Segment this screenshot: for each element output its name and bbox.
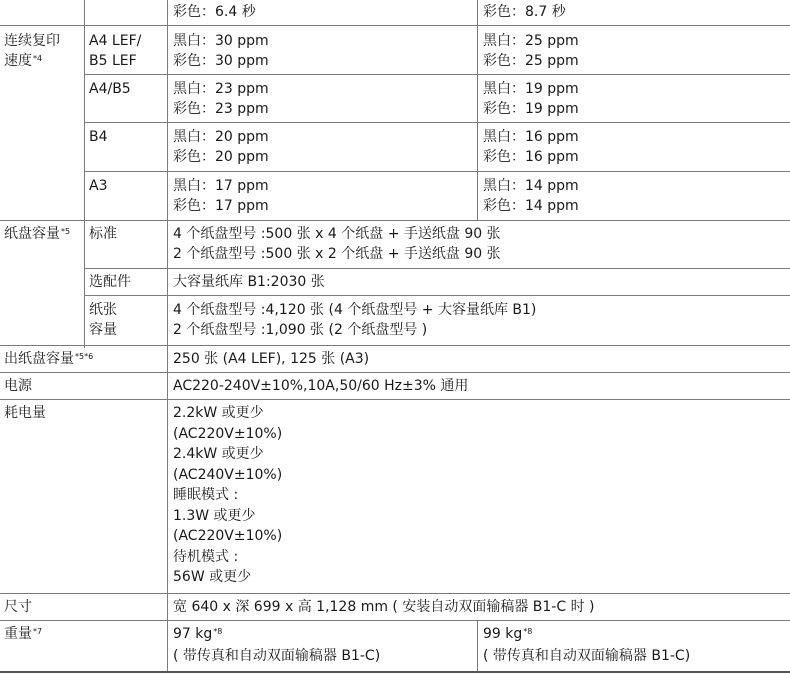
speed-cell: 黑白：14 ppm 彩色：14 ppm (483, 178, 579, 214)
col-divider-values (167, 0, 168, 672)
col-divider-models (477, 0, 478, 220)
speed-cell: 黑白：23 ppm 彩色：23 ppm (173, 81, 269, 117)
dimensions-label: 尺寸 (4, 599, 32, 615)
row-line (84, 268, 790, 269)
top-left-value: 彩色：6.4 秒 (173, 4, 256, 20)
speed-cell: 黑白：16 ppm 彩色：16 ppm (483, 129, 579, 165)
power-value: AC220-240V±10%,10A,50/60 Hz±3% 通用 (173, 378, 469, 394)
dimensions-value: 宽 640 x 深 699 x 高 1,128 mm ( 安装自动双面输稿器 B1-C 时 ) (173, 599, 595, 615)
size-cell: A4/B5 (89, 81, 131, 97)
row-line (0, 593, 790, 594)
speed-cell: 黑白：20 ppm 彩色：20 ppm (173, 129, 269, 165)
tray-value: 4 个纸盘型号 :4,120 张 (4 个纸盘型号 + 大容量纸库 B1) 2 个纸盘型号 :1,090 张 (2 个纸盘型号 ) (173, 302, 537, 338)
row-line (0, 372, 790, 373)
consumption-label: 耗电量 (4, 405, 46, 421)
weight-left-value: 97 $kg^{*8}$ (173, 626, 223, 642)
consumption-value: 2.2kW 或更少 (AC220V±10%) 2.4kW 或更少 (AC240V±10%) 睡眠模式 : 1.3W 或更少 (AC220V±10%) 待机模式 : 56W 或更少 (173, 405, 283, 585)
top-right-value: 彩色：8.7 秒 (483, 4, 566, 20)
weight-right-sub: ( 带传真和自动双面输稿器 B1-C) (483, 648, 691, 664)
row-line (84, 295, 790, 296)
tray-value: 4 个纸盘型号 :500 张 x 4 个纸盘 + 手送纸盘 90 张 2 个纸盘型号 :500 张 x 2 个纸盘 + 手送纸盘 90 张 (173, 226, 501, 262)
tray-capacity-label: 纸盘容量$^{*5}$ (4, 226, 71, 242)
output-tray-label: 出纸盘容量$^{*5*6}$ (4, 351, 94, 367)
row-line (0, 220, 790, 221)
weight-right-value: 99 $kg^{*8}$ (483, 626, 533, 642)
tray-sub-label: 纸张 容量 (89, 302, 117, 338)
size-cell: A4 LEF/ B5 LEF (89, 33, 142, 69)
row-line (0, 25, 790, 26)
row-line (84, 74, 790, 75)
copy-speed-label: 连续复印 速度$^{*4}$ (4, 33, 60, 69)
row-line (0, 620, 790, 621)
speed-cell: 黑白：17 ppm 彩色：17 ppm (173, 178, 269, 214)
row-line (84, 122, 790, 123)
weight-left-sub: ( 带传真和自动双面输稿器 B1-C) (173, 648, 381, 664)
row-line (0, 399, 790, 400)
row-line (0, 345, 790, 346)
col-divider-weight (477, 620, 478, 672)
size-cell: B4 (89, 129, 108, 145)
power-label: 电源 (4, 378, 32, 394)
output-tray-value: 250 张 (A4 LEF), 125 张 (A3) (173, 351, 370, 367)
tray-sub-label: 选配件 (89, 274, 131, 290)
speed-cell: 黑白：25 ppm 彩色：25 ppm (483, 33, 579, 69)
tray-sub-label: 标准 (89, 226, 117, 242)
speed-cell: 黑白：19 ppm 彩色：19 ppm (483, 81, 579, 117)
tray-value: 大容量纸库 B1:2030 张 (173, 274, 325, 290)
weight-label: 重量$^{*7}$ (4, 626, 43, 642)
size-cell: A3 (89, 178, 108, 194)
speed-cell: 黑白：30 ppm 彩色：30 ppm (173, 33, 269, 69)
row-line (84, 171, 790, 172)
table-bottom-border (0, 671, 790, 673)
